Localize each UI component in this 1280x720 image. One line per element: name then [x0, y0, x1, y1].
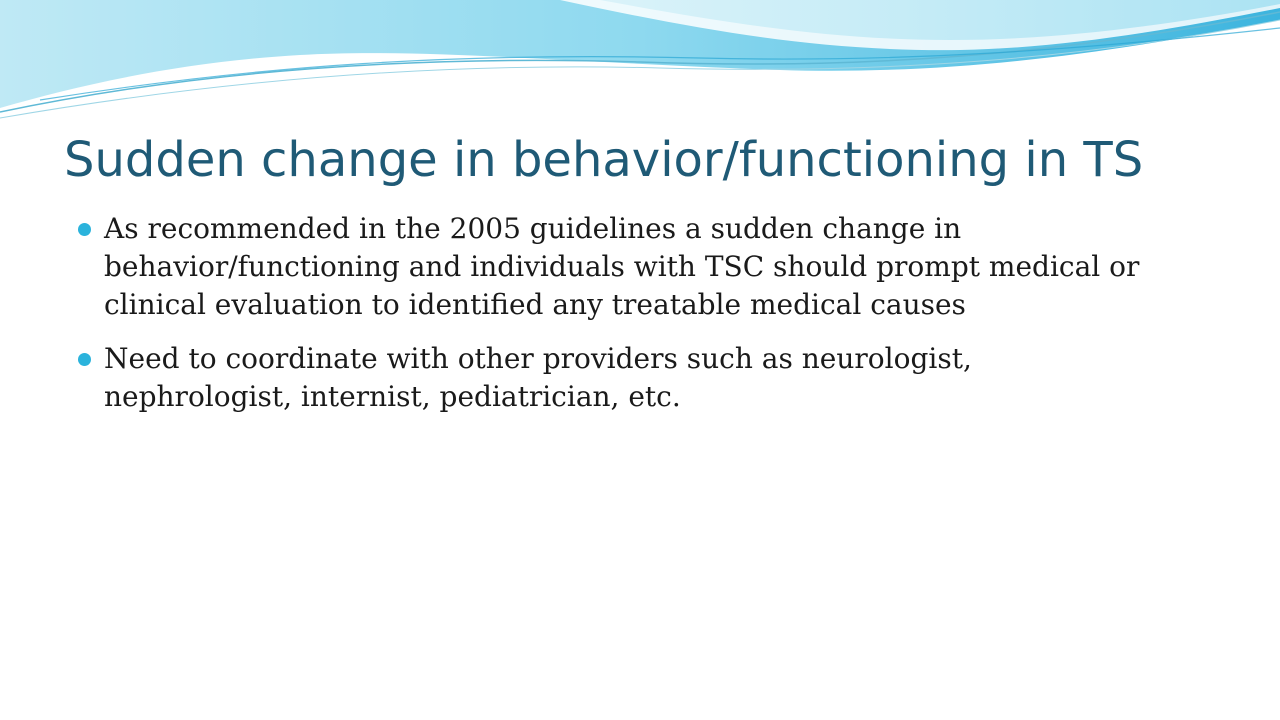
bullet-dot-icon: [78, 353, 91, 366]
bullet-text: Need to coordinate with other providers such as neurologist, nephrologist, internist, pediatrician, etc.: [104, 342, 972, 413]
bullet-item: [76, 340, 1166, 416]
bullet-dot-icon: [78, 223, 91, 236]
bullet-text: As recommended in the 2005 guidelines a sudden change in behavior/functioning and individuals with TSC should prompt medical or clinical evaluation to identified any treatable medical causes: [104, 212, 1140, 321]
bullet-item: [76, 210, 1166, 324]
header-wave-decoration: [0, 0, 1280, 130]
bullet-list: [76, 210, 1166, 432]
slide-title: Sudden change in behavior/functioning in TS: [64, 132, 1144, 188]
